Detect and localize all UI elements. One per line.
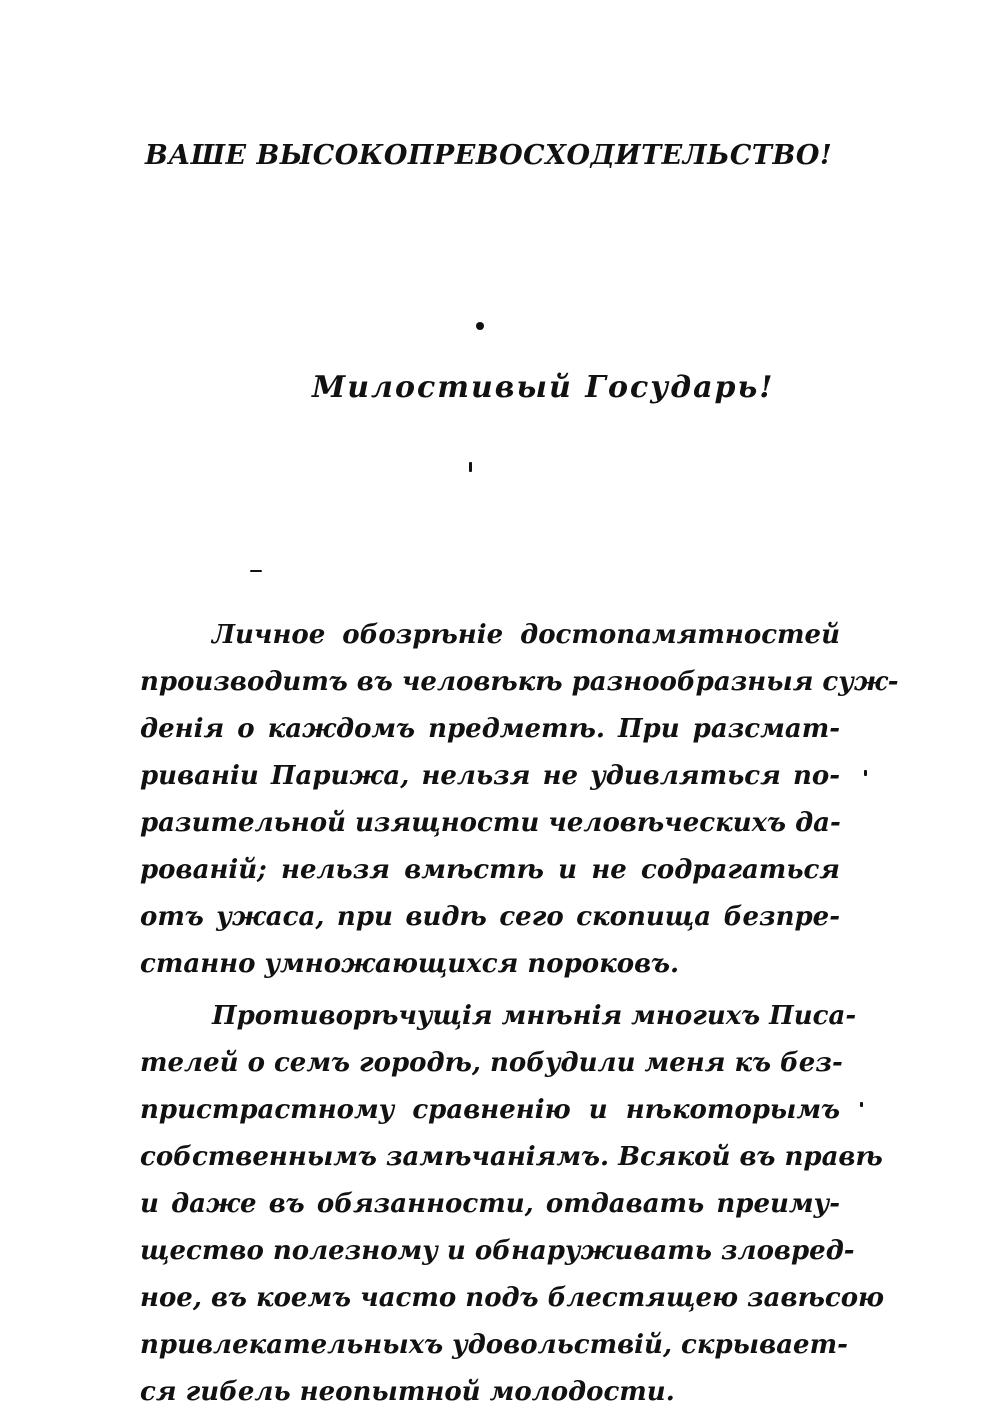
text-line: разительной изящности человѣческихъ да- [140, 808, 841, 838]
text-line: щество полезному и обнаруживать зловред- [140, 1236, 855, 1266]
print-speck [476, 322, 484, 330]
text-line: Противорѣчущія мнѣнія многихъ Писа- [212, 1001, 857, 1031]
text-line: отъ ужаса, при видѣ сего скопища безпре- [140, 902, 840, 932]
text-line: рованій; нельзя вмѣстѣ и не содрагаться [140, 855, 840, 885]
text-line: привлекательныхъ удовольствій, скрывает- [140, 1330, 848, 1360]
text-line: пристрастному сравненію и нѣкоторымъ [140, 1095, 840, 1125]
text-line: ное, въ коемъ часто подъ блестящею завѣсою [140, 1283, 885, 1313]
greeting-line: Милостивый Государь! [312, 370, 775, 405]
print-speck [864, 770, 867, 776]
text-line: производитъ въ человѣкѣ разнообразныя суж- [140, 667, 899, 697]
print-speck [860, 1102, 863, 1107]
text-line: станно умножающихся пороковъ. [140, 949, 680, 979]
text-line: собственнымъ замѣчаніямъ. Всякой въ правѣ [140, 1142, 883, 1172]
print-speck [250, 570, 262, 572]
text-line: Личное обозрѣніе достопамятностей [212, 620, 840, 650]
text-line: денія о каждомъ предметѣ. При разсмат- [140, 714, 840, 744]
text-line: телей о семъ городѣ, побудили меня къ без- [140, 1048, 843, 1078]
text-line: риваніи Парижа, нельзя не удивляться по- [140, 761, 840, 791]
text-line: ся гибель неопытной молодости. [140, 1377, 675, 1407]
text-line: и даже въ обязанности, отдавать преиму- [140, 1189, 840, 1219]
paragraph-2 [140, 993, 885, 1416]
paragraph-1 [140, 612, 899, 988]
print-speck [469, 462, 472, 472]
honorific-heading: ВАШЕ ВЫСОКОПРЕВОСХОДИТЕЛЬСТВО! [145, 140, 833, 171]
letter-body [140, 612, 899, 1416]
